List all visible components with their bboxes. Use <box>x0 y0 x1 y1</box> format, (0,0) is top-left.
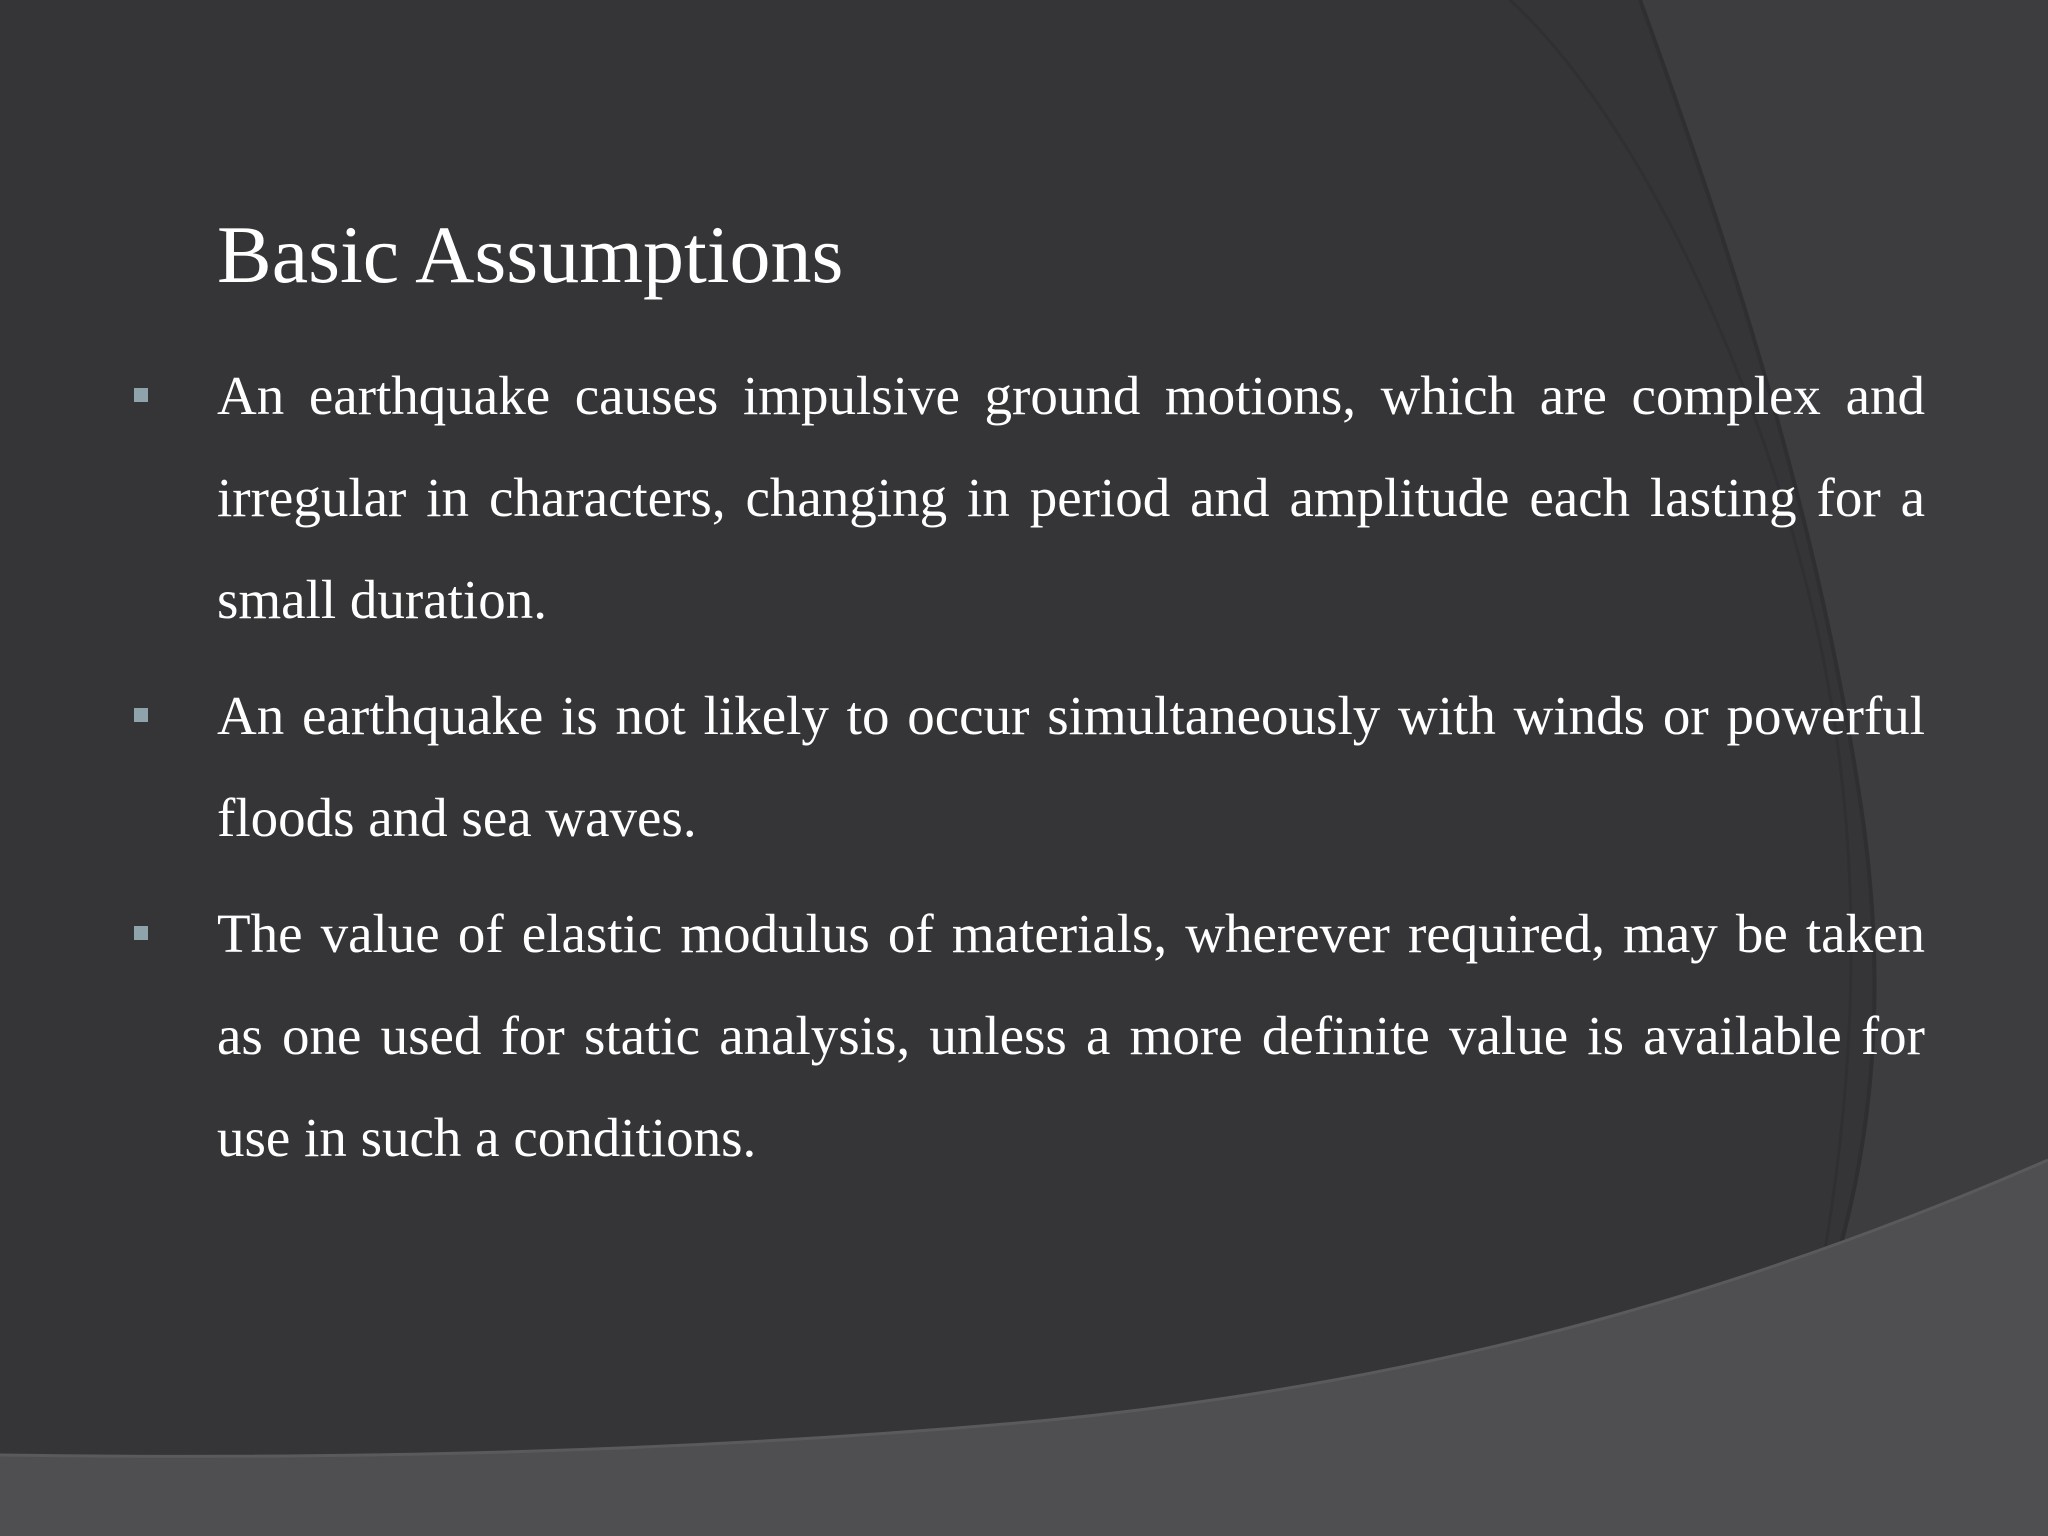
square-bullet-icon <box>134 708 148 722</box>
bullet-item <box>217 883 1925 1189</box>
square-bullet-icon <box>134 926 148 940</box>
bullet-item <box>217 345 1925 651</box>
bullet-text: An earthquake causes impulsive ground motions, which are complex and irregular in characters, changing in period and amplitude each lasting for a small duration. <box>217 365 1925 630</box>
bullet-text: The value of elastic modulus of materials, wherever required, may be taken as one used for static analysis, unless a more definite value is available for use in such a conditions. <box>217 903 1925 1168</box>
square-bullet-icon <box>134 388 148 402</box>
bullet-text: An earthquake is not likely to occur simultaneously with winds or powerful floods and sea waves. <box>217 685 1925 848</box>
background-lower-band <box>0 1160 2048 1536</box>
bullet-list <box>217 345 1925 1203</box>
slide-title: Basic Assumptions <box>217 209 844 300</box>
bullet-item <box>217 665 1925 869</box>
